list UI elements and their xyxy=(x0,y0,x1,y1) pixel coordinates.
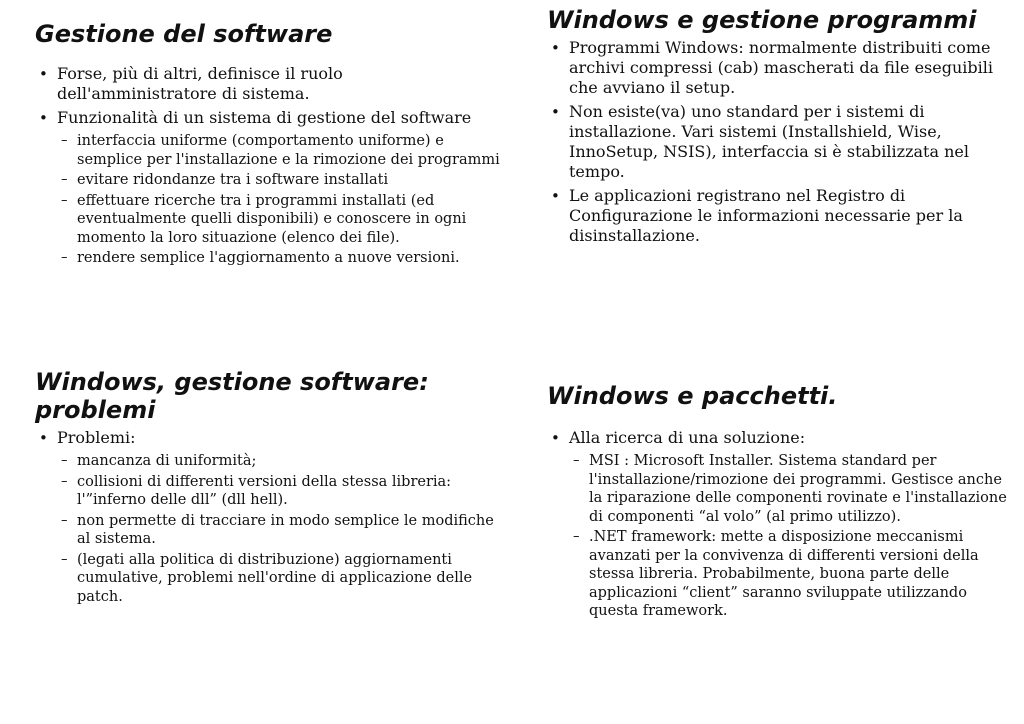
slide-title: Windows e pacchetti. xyxy=(547,382,838,410)
bullet-item: • Forse, più di altri, definisce il ruolo dell'amministratore di sistema. xyxy=(35,64,505,104)
sub-bullet-item: – MSI : Microsoft Installer. Sistema standard per l'installazione/rimozione dei programmi. Gestisce anche la riparazione delle componenti rovinate e l'installazione di componenti “al volo” (al primo utilizzo). xyxy=(547,452,1017,526)
sub-bullet-item: – rendere semplice l'aggiornamento a nuove versioni. xyxy=(35,249,505,268)
bullet-list xyxy=(547,38,1017,246)
sub-bullet-item: – non permette di tracciare in modo semplice le modifiche al sistema. xyxy=(35,512,505,549)
bullet-list xyxy=(547,428,1017,621)
bullet-item: • Non esiste(va) uno standard per i sistemi di installazione. Vari sistemi (Installshield, Wise, InnoSetup, NSIS), interfaccia si è stabilizzata nel tempo. xyxy=(547,102,1017,182)
sub-bullet-item: – mancanza di uniformità; xyxy=(35,452,505,471)
bullet-item: • Alla ricerca di una soluzione: xyxy=(547,428,1017,448)
sub-bullet-item: – collisioni di differenti versioni della stessa libreria: l'”inferno delle dll” (dll hell). xyxy=(35,473,505,510)
sub-bullet-item: – effettuare ricerche tra i programmi installati (ed eventualmente quelli disponibili) e conoscere in ogni momento la loro situazione (elenco dei file). xyxy=(35,192,505,248)
slide-title: Windows, gestione software: problemi xyxy=(35,368,429,424)
bullet-list xyxy=(35,428,505,606)
slide-gestione-del-software xyxy=(35,20,505,270)
bullet-item: • Programmi Windows: normalmente distribuiti come archivi compressi (cab) mascherati da file eseguibili che avviano il setup. xyxy=(547,38,1017,98)
bullet-list xyxy=(35,64,505,268)
slide-title: Windows e gestione programmi xyxy=(547,6,977,34)
slide-title: Gestione del software xyxy=(35,20,333,48)
bullet-item: • Funzionalità di un sistema di gestione del software xyxy=(35,108,505,128)
slide-windows-gestione-software-problemi xyxy=(35,368,505,608)
bullet-item: • Problemi: xyxy=(35,428,505,448)
slide-windows-e-pacchetti xyxy=(547,382,1017,623)
sub-bullet-item: – interfaccia uniforme (comportamento uniforme) e semplice per l'installazione e la rimozione dei programmi xyxy=(35,132,505,169)
slide-windows-gestione-programmi xyxy=(547,6,1017,250)
sub-bullet-item: – evitare ridondanze tra i software installati xyxy=(35,171,505,190)
sub-bullet-item: – (legati alla politica di distribuzione) aggiornamenti cumulative, problemi nell'ordine di applicazione delle patch. xyxy=(35,551,505,607)
sub-bullet-item: – .NET framework: mette a disposizione meccanismi avanzati per la convivenza di differenti versioni della stessa libreria. Probabilmente, buona parte delle applicazioni “client” saranno sviluppate utilizzando questa framework. xyxy=(547,528,1017,621)
bullet-item: • Le applicazioni registrano nel Registro di Configurazione le informazioni necessarie per la disinstallazione. xyxy=(547,186,1017,246)
